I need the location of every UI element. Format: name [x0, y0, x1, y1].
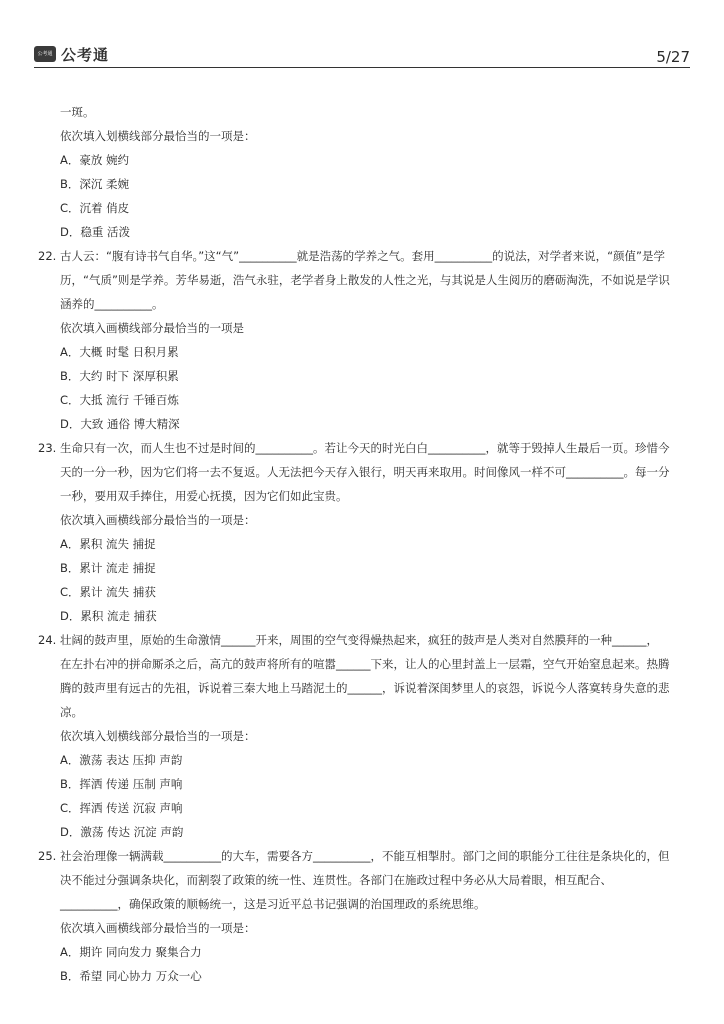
question-number: 25. — [38, 849, 57, 863]
option-a: A．豪放 婉约 — [60, 153, 130, 167]
question-24-line-2: 在左扑右冲的拼命厮杀之后，高亢的鼓声将所有的喧嚣______下来，让人的心里封盖上一层霜，空气开始窒息起来。热腾 — [60, 657, 670, 671]
question-25-line-3: __________，确保政策的顺畅统一，这是习近平总书记强调的治国理政的系统思维。 — [60, 897, 486, 911]
option-b: B．深沉 柔婉 — [60, 177, 130, 191]
page-number: 5/27 — [656, 48, 690, 66]
header-divider — [34, 67, 690, 68]
question-prompt: 依次填入画横线部分最恰当的一项是： — [60, 513, 256, 527]
document-body — [38, 100, 694, 988]
question-22-line-2: 历，“气质”则是学养。芳华易逝，浩气永驻，老学者身上散发的人性之光，与其说是人生阅历的磨砺淘洗，不如说是学识 — [60, 273, 670, 287]
option-d: D．激荡 传达 沉淀 声韵 — [60, 825, 184, 839]
logo-text: 公考通 — [61, 45, 110, 64]
option-a: A．期许 同向发力 聚集合力 — [60, 945, 202, 959]
option-a: A．大概 时髦 日积月累 — [60, 345, 179, 359]
logo-badge-icon: 公考通 — [34, 46, 56, 62]
question-number: 23. — [38, 441, 57, 455]
question-23-line-1 — [38, 436, 694, 460]
question-22-line-3: 涵养的__________。 — [60, 297, 164, 311]
question-number: 22. — [38, 249, 57, 263]
option-c: C．累计 流失 捕获 — [60, 585, 156, 599]
option-b: B．挥洒 传递 压制 声响 — [60, 777, 183, 791]
question-text: 壮阔的鼓声里，原始的生命激情______开来，周围的空气变得燥热起来，疯狂的鼓声是人类对自然膜拜的一种______， — [60, 633, 658, 647]
question-23-line-3: 一秒，要用双手捧住，用爱心抚摸，因为它们如此宝贵。 — [60, 489, 348, 503]
question-text: 社会治理像一辆满载__________的大车，需要各方__________，不能互相掣肘。部门之间的职能分工往往是条块化的，但 — [60, 849, 670, 863]
option-a: A．激荡 表达 压抑 声韵 — [60, 753, 183, 767]
option-a: A．累积 流失 捕捉 — [60, 537, 156, 551]
question-number: 24. — [38, 633, 57, 647]
logo — [34, 44, 109, 64]
option-d: D．累积 流走 捕获 — [60, 609, 157, 623]
question-25-line-1 — [38, 844, 694, 868]
question-22-line-1 — [38, 244, 694, 268]
question-prompt: 依次填入划横线部分最恰当的一项是： — [60, 729, 256, 743]
option-d: D．稳重 活泼 — [60, 225, 131, 239]
question-25-line-2: 决不能过分强调条块化，而割裂了政策的统一性、连贯性。各部门在施政过程中务必从大局着眼，相互配合、 — [60, 873, 612, 887]
question-text: 古人云：“腹有诗书气自华。”这“气”__________就是浩荡的学养之气。套用__________的说法，对学者来说，“颜值”是学 — [60, 249, 665, 263]
question-24-line-1 — [38, 628, 694, 652]
question-text: 生命只有一次，而人生也不过是时间的__________。若让今天的时光白白__________，就等于毁掉人生最后一页。珍惜今 — [60, 441, 670, 455]
option-c: C．沉着 俏皮 — [60, 201, 130, 215]
question-23-line-2: 天的一分一秒，因为它们将一去不复返。人无法把今天存入银行，明天再来取用。时间像风一样不可__________。每一分 — [60, 465, 670, 479]
option-b: B．累计 流走 捕捉 — [60, 561, 156, 575]
question-24-line-4: 凉。 — [60, 705, 83, 719]
question-prompt: 依次填入画横线部分最恰当的一项是： — [60, 921, 256, 935]
option-b: B．希望 同心协力 万众一心 — [60, 969, 202, 983]
question-prompt: 依次填入划横线部分最恰当的一项是： — [60, 129, 256, 143]
page-header — [34, 40, 690, 70]
option-d: D．大致 通俗 博大精深 — [60, 417, 180, 431]
option-c: C．大抵 流行 千锤百炼 — [60, 393, 179, 407]
question-prompt: 依次填入画横线部分最恰当的一项是 — [60, 321, 244, 335]
paragraph-fragment: 一斑。 — [60, 105, 95, 119]
question-24-line-3: 腾的鼓声里有远古的先祖，诉说着三秦大地上马踏泥土的______，诉说着深闺梦里人的哀怨，诉说今人落寞转身失意的悲 — [60, 681, 670, 695]
option-c: C．挥洒 传送 沉寂 声响 — [60, 801, 183, 815]
option-b: B．大约 时下 深厚积累 — [60, 369, 179, 383]
